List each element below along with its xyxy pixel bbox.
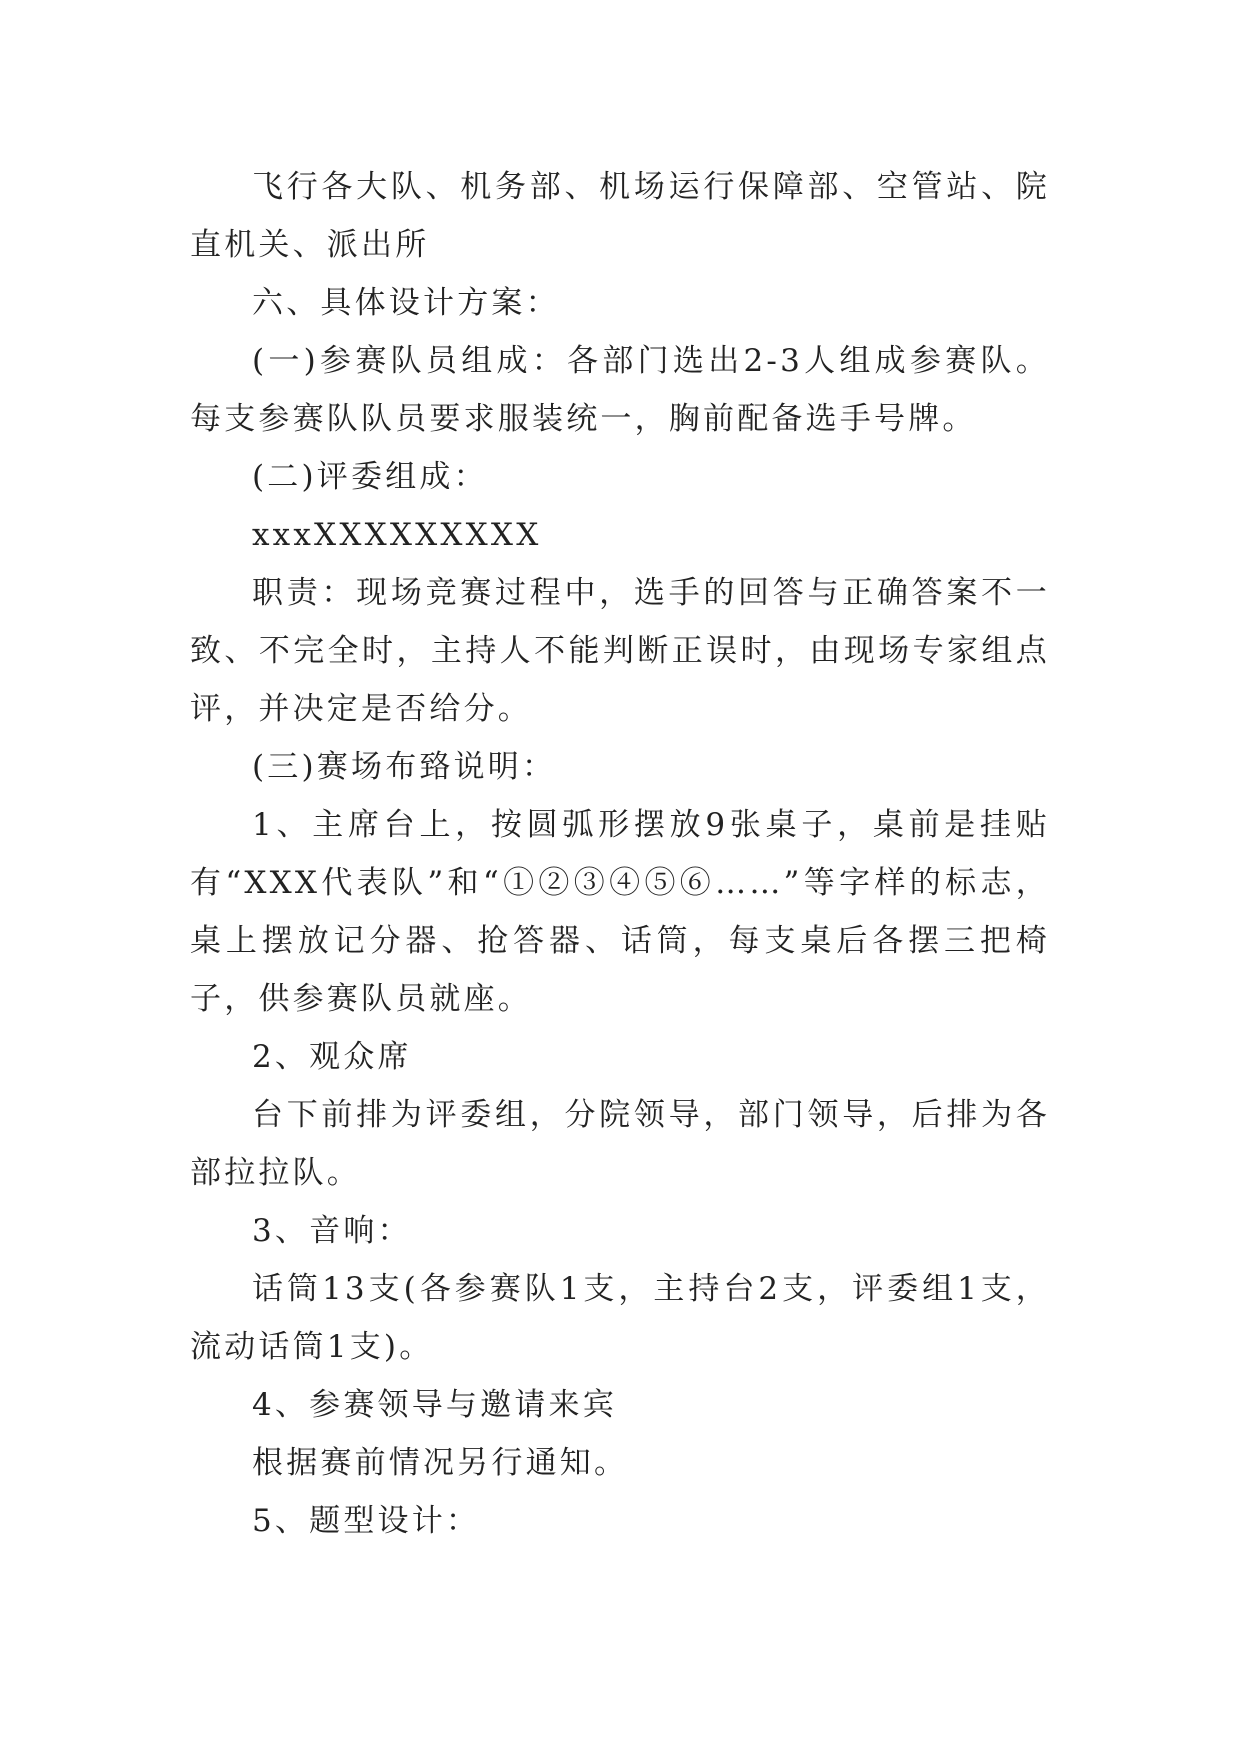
heading-audience: 2、观众席 — [252, 1039, 412, 1075]
heading-guests: 4、参赛领导与邀请来宾 — [252, 1387, 617, 1423]
heading-audio: 3、音响： — [252, 1213, 412, 1249]
paragraph-podium: 1、主席台上，按圆弧形摆放9张桌子，桌前是挂贴有“XXX代表队”和“①②③④⑤⑥……”等字样的标志，桌上摆放记分器、抢答器、话筒，每支桌后各摆三把椅子，供参赛队员就座。 — [190, 807, 1050, 1017]
paragraph-audience: 台下前排为评委组，分院领导，部门领导，后排为各部拉拉队。 — [190, 1097, 1050, 1191]
paragraph-judges-duty: 职责：现场竞赛过程中，选手的回答与正确答案不一致、不完全时，主持人不能判断正误时，由现场专家组点评，并决定是否给分。 — [190, 575, 1050, 727]
document-body — [190, 158, 1050, 1550]
paragraph-judges-names: xxxXXXXXXXXX — [252, 517, 542, 553]
paragraph-departments: 飞行各大队、机务部、机场运行保障部、空管站、院直机关、派出所 — [190, 169, 1050, 263]
heading-venue-layout: (三)赛场布臵说明： — [252, 749, 557, 785]
paragraph-guests: 根据赛前情况另行通知。 — [252, 1445, 629, 1481]
heading-design-plan: 六、具体设计方案： — [252, 285, 560, 321]
heading-judges: (二)评委组成： — [252, 459, 488, 495]
paragraph-team-composition: (一)参赛队员组成：各部门选出2-3人组成参赛队。每支参赛队队员要求服装统一，胸前配备选手号牌。 — [190, 343, 1050, 437]
heading-question-design: 5、题型设计： — [252, 1503, 481, 1539]
paragraph-microphones: 话筒13支(各参赛队1支，主持台2支，评委组1支，流动话筒1支)。 — [190, 1271, 1050, 1365]
